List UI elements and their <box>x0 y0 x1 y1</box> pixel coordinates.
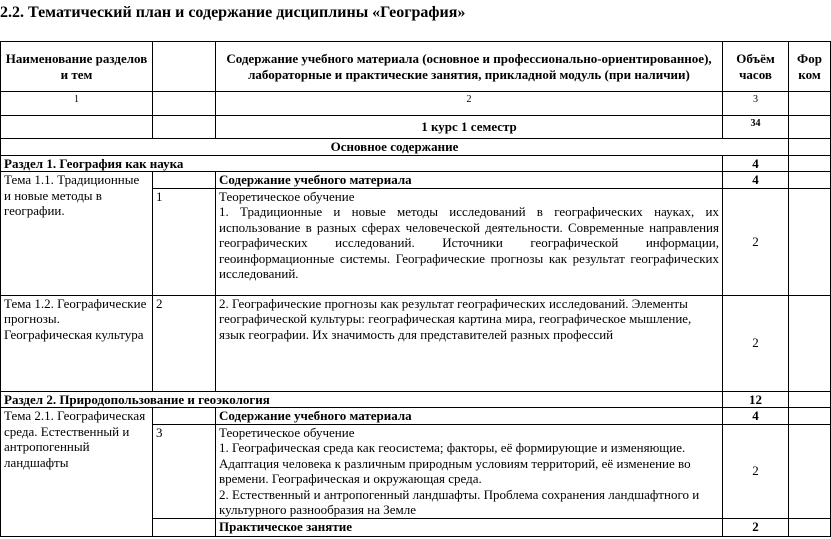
topic21-heading-empty <box>153 408 216 425</box>
topic11-heading-empty-2 <box>789 172 831 189</box>
section1-hours: 4 <box>723 155 789 172</box>
topic11-text-cell <box>216 188 723 295</box>
section1-row <box>1 155 831 172</box>
course-hours: 34 <box>723 116 789 139</box>
section1-title: Раздел 1. География как наука <box>1 155 723 172</box>
col-number-3: 3 <box>723 92 789 116</box>
page-title: 2.2. Тематический план и содержание дисциплины «География» <box>0 4 466 21</box>
main-content-empty <box>789 139 831 156</box>
header-empty <box>153 42 216 92</box>
header-row <box>1 42 831 92</box>
topic11-content-hours: 4 <box>723 172 789 189</box>
topic21-text-cell <box>216 424 723 518</box>
main-content-label: Основное содержание <box>1 139 789 156</box>
main-content-row <box>1 139 831 156</box>
section1-empty <box>789 155 831 172</box>
practice-empty <box>153 518 216 536</box>
topic11-name: Тема 1.1. Традиционные и новые методы в географии. <box>1 172 153 296</box>
topic21-num: 3 <box>153 424 216 518</box>
topic21-practice: Практическое занятие <box>216 518 723 536</box>
practice-empty-2 <box>789 518 831 536</box>
number-empty <box>153 92 216 116</box>
number-empty-2 <box>789 92 831 116</box>
topic11-heading-empty <box>153 172 216 189</box>
topic21-content-heading: Содержание учебного материала <box>216 408 723 425</box>
course-empty <box>1 116 153 139</box>
course-empty-3 <box>789 116 831 139</box>
topic21-heading-empty-2 <box>789 408 831 425</box>
topic21-content-hours: 4 <box>723 408 789 425</box>
section2-row <box>1 391 831 408</box>
topic11-hours: 2 <box>723 188 789 295</box>
section2-empty <box>789 391 831 408</box>
topic21-empty <box>789 424 831 518</box>
section2-title: Раздел 2. Природопользование и геоэкология <box>1 391 723 408</box>
col-number-2: 2 <box>216 92 723 116</box>
topic21-text-heading: Теоретическое обучение <box>219 424 355 440</box>
topic11-empty <box>789 188 831 295</box>
topic11-text: 1. Традиционные и новые методы исследований в географических науках, их использование в разных сферах человеческой деятельности. Современные направления географических исследований. Источники географической информации, геоинформационные системы. Географические прогнозы как результат географических исследований. <box>219 204 719 281</box>
topic12-empty <box>789 295 831 391</box>
topic21-text2: 2. Естественный и антропогенный ландшафты. Проблема сохранения ландшафтного и культурного разнообразия на Земле <box>219 486 700 517</box>
topic12-row <box>1 295 831 391</box>
course-empty-2 <box>153 116 216 139</box>
course-row <box>1 116 831 139</box>
topic12-text: 2. Географические прогнозы как результат географических исследований. Элементы географической культуры: географическая картина мира, географическое мышление, язык географии. Их значимость для представителей разных профессий <box>216 295 723 391</box>
header-form: Фор ком <box>789 42 831 92</box>
header-hours: Объём часов <box>723 42 789 92</box>
course-label: 1 курс 1 семестр <box>216 116 723 139</box>
topic21-hours: 2 <box>723 424 789 518</box>
topic11-content-heading: Содержание учебного материала <box>216 172 723 189</box>
topic21-text1: 1. Географическая среда как геосистема; факторы, её формирующие и изменяющие. Адаптация человека к различным природным условиям территорий, её изменение во времени. Географическая и окружающая среда. <box>219 440 691 486</box>
topic11-text-heading: Теоретическое обучение <box>219 188 355 204</box>
topic21-heading-row <box>1 408 831 425</box>
header-content: Содержание учебного материала (основное и профессионально-ориентированное), лабораторные и практические занятия, прикладной модуль (при наличии) <box>216 42 723 92</box>
section2-hours: 12 <box>723 391 789 408</box>
topic12-num: 2 <box>153 295 216 391</box>
topic11-num: 1 <box>153 188 216 295</box>
header-sections: Наименование разделов и тем <box>1 42 153 92</box>
plan-table <box>0 41 831 537</box>
topic12-name: Тема 1.2. Географические прогнозы. Географическая культура <box>1 295 153 391</box>
topic21-practice-hours: 2 <box>723 518 789 536</box>
col-number-1: 1 <box>1 92 153 116</box>
topic11-heading-row <box>1 172 831 189</box>
topic21-name: Тема 2.1. Географическая среда. Естественный и антропогенный ландшафты <box>1 408 153 537</box>
number-row <box>1 92 831 116</box>
topic12-hours: 2 <box>723 295 789 391</box>
